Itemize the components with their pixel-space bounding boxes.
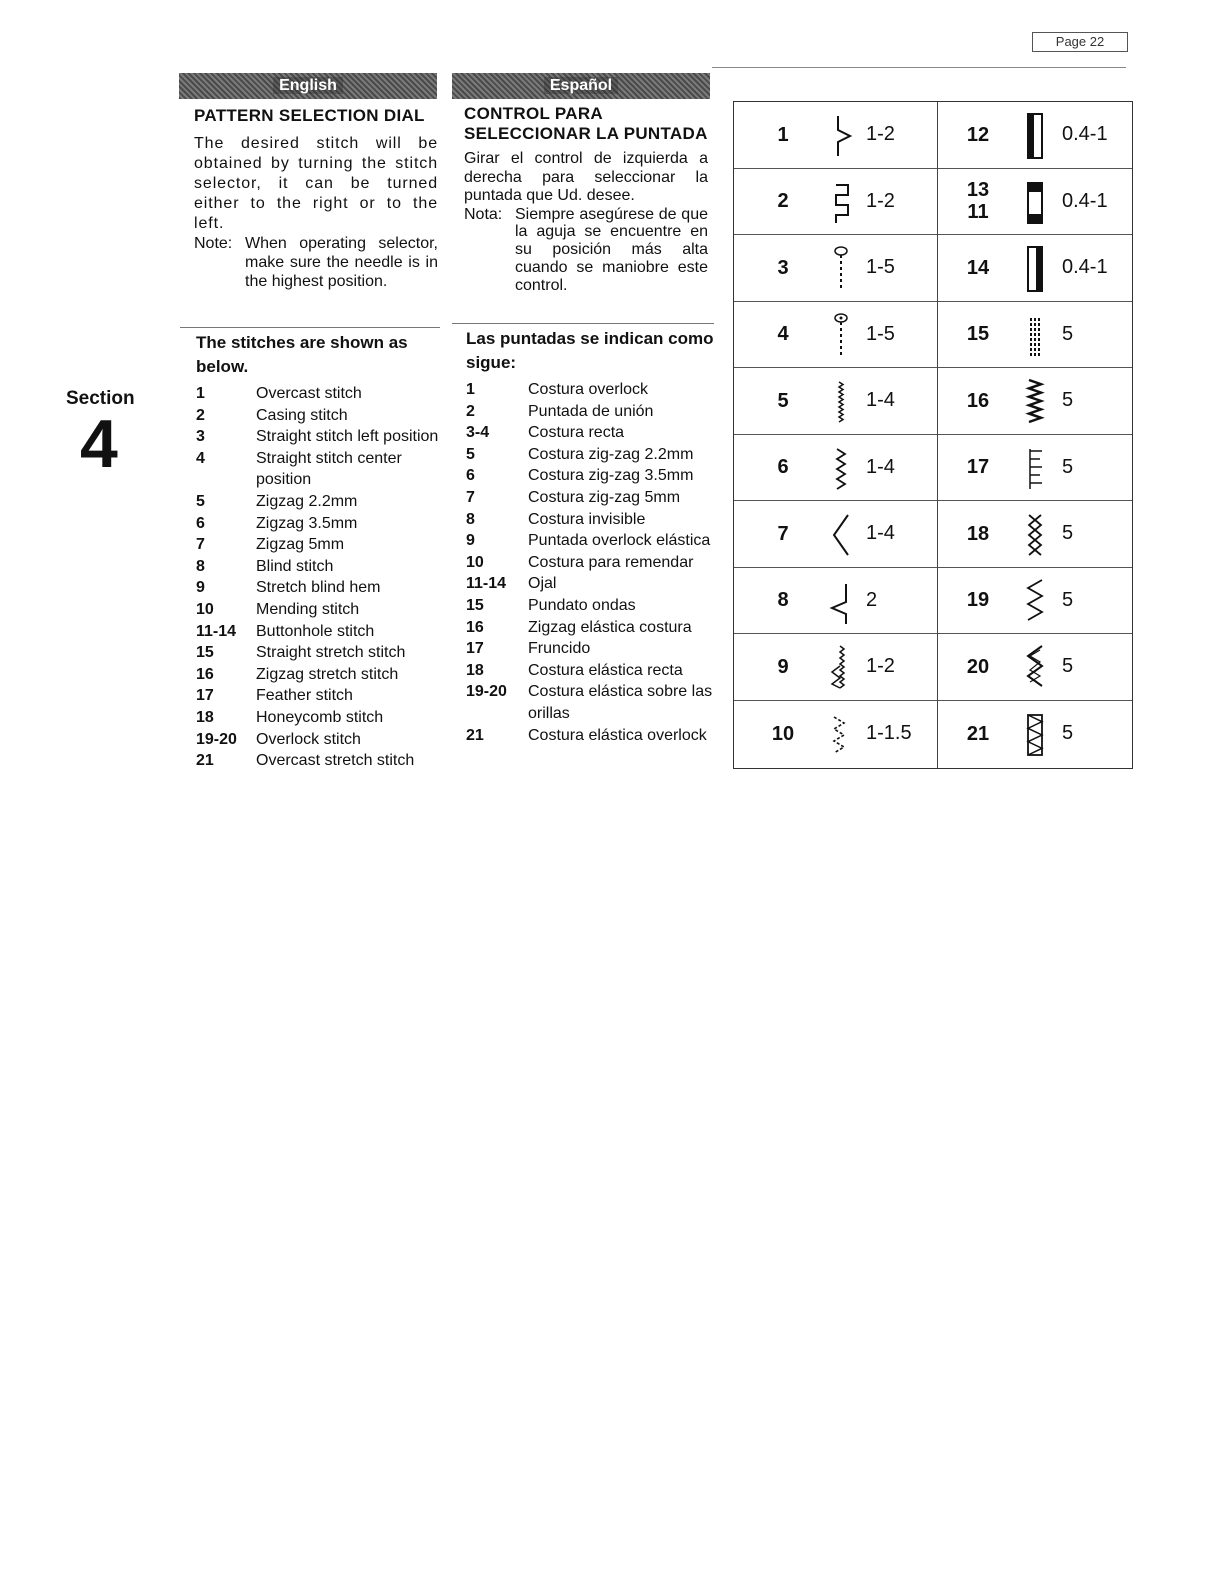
stitch-number: 1 [777,123,789,146]
stitch-length: 1-2 [866,123,895,146]
espanol-list-item-text: Ojal [528,575,557,593]
espanol-list-item-number: 6 [466,467,475,485]
espanol-list-item-number: 5 [466,445,475,463]
english-list-item-text: Straight stitch center position [256,449,402,489]
espanol-list-item-number: 8 [466,510,475,528]
english-list-item [196,621,446,643]
stitch-length: 0.4-1 [1062,256,1108,279]
stitch-cell-14[interactable] [938,235,1132,302]
stitch-number: 7 [777,522,789,545]
stitch-cell-10[interactable] [734,701,937,768]
stitch-length: 1-4 [866,389,895,412]
stitch-length: 1-2 [866,189,895,212]
espanol-list-item [466,487,716,509]
mending-icon [826,709,856,759]
espanol-list-item [466,465,716,487]
espanol-subtitle: Las puntadas se indican como sigue: [466,329,714,372]
english-list-item-number: 10 [196,600,214,618]
stitch-length: 5 [1062,455,1074,478]
stitch-cell-20[interactable] [938,634,1132,701]
english-list-item [196,513,446,535]
straight-stretch-icon [1020,310,1050,360]
english-list-item-text: Straight stretch stitch [256,644,406,662]
espanol-list-item-text: Fruncido [528,640,591,658]
english-list-item-number: 8 [196,557,205,575]
espanol-list-item-text: Zigzag elástica costura [528,618,692,636]
stitch-length: 1-4 [866,455,895,478]
stitch-number: 20 [966,655,990,678]
english-list-item-text: Mending stitch [256,600,360,618]
english-list-item-number: 17 [196,687,214,705]
espanol-list-item [466,509,716,531]
espanol-list-item-number: 16 [466,618,484,636]
stitch-cell-19[interactable] [938,568,1132,635]
stitch-length: 5 [1062,322,1074,345]
espanol-list-item-number: 9 [466,532,475,550]
english-list-item-number: 4 [196,449,205,467]
english-list-item [196,405,446,427]
stitch-cell-2[interactable] [734,169,937,236]
espanol-list-item-number: 1 [466,381,475,398]
espanol-list-item [466,401,716,423]
english-list-item [196,426,446,448]
espanol-list-item-number: 3-4 [466,424,490,442]
stitch-length: 0.4-1 [1062,123,1108,146]
english-list-item-text: Straight stitch left position [256,428,439,446]
english-note-label: Note: [194,235,233,252]
english-list-item-number: 5 [196,492,205,510]
stitch-cell-12[interactable] [938,102,1132,169]
english-list-item-text: Buttonhole stitch [256,622,375,640]
espanol-list-item-text: Pundato ondas [528,596,636,614]
espanol-list-item-text: Costura elástica sobre las orillas [528,683,713,722]
espanol-list-item-text: Puntada overlock elástica [528,532,711,550]
stitch-number: 17 [966,456,990,479]
espanol-list-item-text: Costura invisible [528,510,646,528]
stitch-length: 5 [1062,389,1074,412]
espanol-note [464,206,708,295]
english-list-item-text: Feather stitch [256,687,353,705]
espanol-list-item-text: Costura overlock [528,381,649,398]
stitch-cell-18[interactable] [938,501,1132,568]
espanol-list-item-text: Costura zig-zag 3.5mm [528,467,694,485]
english-list [196,383,446,772]
english-list-item-text: Stretch blind hem [256,579,381,597]
espanol-list-item [466,638,716,660]
stitch-length: 5 [1062,522,1074,545]
english-list-item [196,750,446,772]
espanol-list-item-number: 17 [466,640,484,658]
english-list-item [196,448,446,491]
espanol-list-item [466,379,716,401]
espanol-list-item-text: Costura para remendar [528,553,694,571]
english-list-item-text: Zigzag 5mm [256,536,345,554]
english-header-label: English [273,77,343,94]
english-list-item-number: 15 [196,644,214,662]
overlock-icon [1020,576,1050,626]
english-subtitle: The stitches are shown as below. [196,333,408,376]
stitch-length: 1-5 [866,322,895,345]
stitch-number: 16 [966,389,990,412]
stitch-length: 2 [866,588,878,611]
stitch-length: 1-4 [866,522,895,545]
stitch-number: 8 [777,589,789,612]
stitch-cell-21[interactable] [938,701,1132,768]
stitch-number-primary: 13 [966,179,990,202]
english-list-item-text: Overlock stitch [256,730,361,748]
stretch-blind-icon [826,642,856,692]
stitch-length: 1-1.5 [866,722,912,745]
english-list-item [196,491,446,513]
espanol-intro-text: Girar el control de izquierda a derecha para seleccionar la puntada que Ud. desee. [464,150,708,204]
espanol-list-item [466,444,716,466]
english-list-item-number: 7 [196,536,205,554]
espanol-list-item-number: 7 [466,488,475,506]
espanol-list-item [466,660,716,682]
stitch-number-secondary: 11 [967,201,989,224]
stitch-number: 15 [966,323,990,346]
overcast-stretch-icon [1020,709,1050,759]
stitch-cell-6[interactable] [734,435,937,502]
stitch-length: 1-5 [866,256,895,279]
stitch-length: 5 [1062,588,1074,611]
espanol-note-text: Siempre asegúrese de que la aguja se encuentre en su posición más alta cuando se maniobre este control. [515,205,708,294]
english-list-item-text: Zigzag 3.5mm [256,514,358,532]
english-list-item-number: 18 [196,708,214,726]
espanol-note-label: Nota: [464,205,503,223]
stitch-cell-5[interactable] [734,368,937,435]
espanol-list [466,379,716,746]
english-list-item-number: 19-20 [196,730,237,748]
stitch-number: 10 [771,722,795,745]
espanol-list-item [466,595,716,617]
english-list-item [196,642,446,664]
espanol-stitch-list [466,327,716,746]
stitch-cell-4[interactable] [734,302,937,369]
espanol-header [452,73,710,99]
espanol-header-label: Español [544,77,618,94]
english-list-item-number: 9 [196,579,205,597]
english-list-item [196,534,446,556]
overcast-icon [826,110,856,160]
english-list-item [196,685,446,707]
english-list-item [196,729,446,751]
english-list-item-text: Overcast stitch [256,385,362,402]
stitch-number: 3 [777,256,789,279]
casing-icon [826,177,856,227]
english-list-item-text: Blind stitch [256,557,334,575]
buttonhole-bartack-icon [1020,177,1050,227]
espanol-list-item [466,617,716,639]
feather-icon [1020,443,1050,493]
buttonhole-side-icon [1020,110,1050,160]
english-list-item [196,383,446,405]
stitch-cell-13[interactable] [938,169,1132,236]
english-divider [180,327,440,328]
stitch-number: 21 [966,722,990,745]
english-list-item-number: 2 [196,406,205,424]
english-list-item [196,664,446,686]
english-list-item [196,707,446,729]
english-list-item [196,556,446,578]
english-list-item-number: 1 [196,385,205,402]
espanol-list-item [466,725,716,747]
espanol-list-item-text: Costura elástica recta [528,661,683,679]
stitch-table [733,101,1133,769]
stitch-length: 0.4-1 [1062,189,1108,212]
stitch-cell-1[interactable] [734,102,937,169]
english-list-item-text: Overcast stretch stitch [256,752,415,770]
stitch-length: 5 [1062,655,1074,678]
stitch-number: 2 [777,190,789,213]
english-list-item-text: Casing stitch [256,406,348,424]
espanol-divider [452,323,714,324]
espanol-list-item-text: Puntada de unión [528,402,654,420]
stitch-number: 9 [777,655,789,678]
espanol-list-item-number: 18 [466,661,484,679]
english-intro-text: The desired stitch will be obtained by turning the stitch selector, it can be turned either to the right or to the left. [194,135,438,232]
espanol-list-item-number: 15 [466,596,484,614]
stitch-number: 14 [966,256,990,279]
english-list-item-text: Zigzag stretch stitch [256,665,399,683]
english-list-item-number: 16 [196,665,214,683]
espanol-list-item-text: Costura recta [528,424,625,442]
espanol-list-item [466,552,716,574]
zigzag-stretch-icon [1020,376,1050,426]
english-intro [194,106,438,291]
top-rule [712,67,1126,68]
stitch-cell-17[interactable] [938,435,1132,502]
espanol-list-item [466,422,716,444]
english-note [194,234,438,291]
zigzag-medium-icon [826,443,856,493]
english-title: PATTERN SELECTION DIAL [194,106,425,125]
straight-left-icon [826,243,856,293]
stitch-number [938,169,1018,235]
english-list-item-number: 21 [196,752,214,770]
stitch-number: 12 [966,123,990,146]
stitch-number: 4 [777,323,789,346]
stitch-cell-9[interactable] [734,634,937,701]
stitch-number: 5 [777,389,789,412]
stitch-number: 6 [777,456,789,479]
stitch-length: 5 [1062,722,1074,745]
espanol-list-item-text: Costura zig-zag 2.2mm [528,445,694,463]
english-list-item [196,577,446,599]
espanol-list-item-number: 21 [466,726,484,744]
english-note-text: When operating selector, make sure the needle is in the highest position. [245,235,438,290]
espanol-list-item-text: Costura elástica overlock [528,726,707,744]
zigzag-wide-icon [826,509,856,559]
english-list-item [196,599,446,621]
stitch-cell-7[interactable] [734,501,937,568]
espanol-list-item-number: 11-14 [466,575,507,593]
buttonhole-side-right-icon [1020,243,1050,293]
english-list-item-number: 11-14 [196,622,237,640]
stitch-length: 1-2 [866,655,895,678]
stitch-cell-3[interactable] [734,235,937,302]
stitch-cell-16[interactable] [938,368,1132,435]
stitch-cell-15[interactable] [938,302,1132,369]
espanol-list-item-text: Costura zig-zag 5mm [528,488,681,506]
honeycomb-icon [1020,509,1050,559]
espanol-list-item-number: 2 [466,402,475,420]
espanol-list-item [466,573,716,595]
zigzag-narrow-icon [826,376,856,426]
english-header [179,73,437,99]
stitch-number: 18 [966,522,990,545]
english-list-item-number: 3 [196,428,205,446]
section-label: Section [66,388,135,409]
straight-center-icon [826,310,856,360]
overlock-double-icon [1020,642,1050,692]
english-stitch-list [196,331,446,772]
espanol-list-item [466,681,716,724]
english-list-item-text: Zigzag 2.2mm [256,492,358,510]
stitch-number: 19 [966,589,990,612]
espanol-title: CONTROL PARA SELECCIONAR LA PUNTADA [464,104,708,143]
espanol-list-item [466,530,716,552]
stitch-cell-8[interactable] [734,568,937,635]
espanol-list-item-number: 10 [466,553,484,571]
english-list-item-text: Honeycomb stitch [256,708,384,726]
espanol-list-item-number: 19-20 [466,683,507,701]
espanol-intro [464,104,708,294]
english-list-item-number: 6 [196,514,205,532]
blind-stitch-icon [826,576,856,626]
page-number: Page 22 [1032,32,1128,52]
section-number: 4 [80,406,118,482]
